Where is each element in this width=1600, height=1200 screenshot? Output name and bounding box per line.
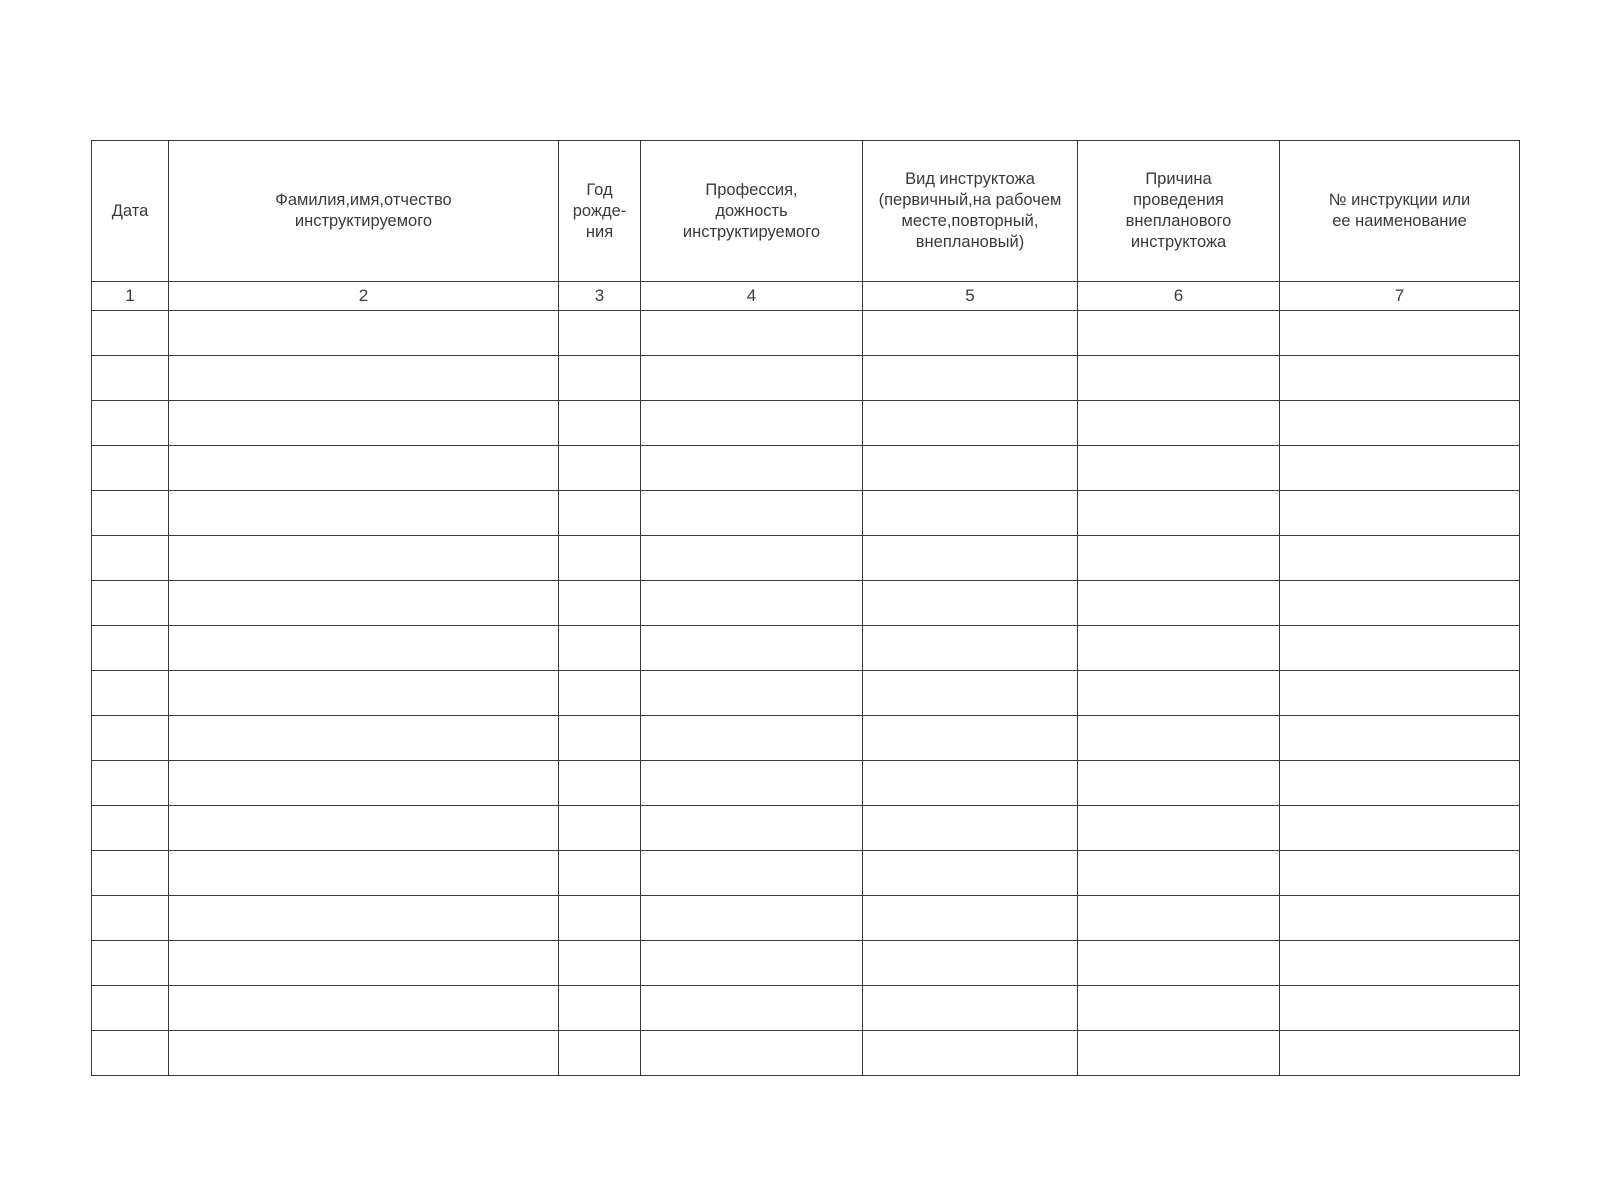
- entry-cell[interactable]: [1280, 851, 1520, 896]
- entry-cell[interactable]: [169, 356, 559, 401]
- table-row: [92, 896, 1520, 941]
- table-row: [92, 716, 1520, 761]
- entry-cell[interactable]: [641, 851, 863, 896]
- entry-cell[interactable]: [169, 806, 559, 851]
- entry-cell[interactable]: [1078, 401, 1280, 446]
- entry-cell[interactable]: [641, 896, 863, 941]
- entry-cell[interactable]: [169, 986, 559, 1031]
- entry-cell[interactable]: [1078, 941, 1280, 986]
- table-row: [92, 761, 1520, 806]
- entry-cell[interactable]: [641, 941, 863, 986]
- entry-cell[interactable]: [169, 1031, 559, 1076]
- entry-cell[interactable]: [559, 626, 641, 671]
- entry-cell[interactable]: [863, 311, 1078, 356]
- entry-cell[interactable]: [863, 401, 1078, 446]
- entry-cell[interactable]: [641, 581, 863, 626]
- entry-cell[interactable]: [1280, 941, 1520, 986]
- entry-cell[interactable]: [1280, 626, 1520, 671]
- entry-cell[interactable]: [559, 986, 641, 1031]
- entry-cell[interactable]: [863, 356, 1078, 401]
- entry-cell[interactable]: [559, 896, 641, 941]
- entry-cell[interactable]: [863, 491, 1078, 536]
- entry-cell[interactable]: [1078, 716, 1280, 761]
- column-number: 3: [559, 282, 641, 311]
- entry-cell[interactable]: [863, 671, 1078, 716]
- entry-cell[interactable]: [863, 446, 1078, 491]
- entry-cell[interactable]: [169, 311, 559, 356]
- column-header-instruction-number: № инструкции или ее наименование: [1280, 141, 1520, 282]
- entry-cell[interactable]: [1280, 716, 1520, 761]
- entry-cell[interactable]: [863, 536, 1078, 581]
- column-number: 4: [641, 282, 863, 311]
- column-number: 2: [169, 282, 559, 311]
- entry-cell[interactable]: [641, 761, 863, 806]
- entry-cell[interactable]: [92, 896, 169, 941]
- entry-cell[interactable]: [559, 446, 641, 491]
- entry-cell[interactable]: [1078, 446, 1280, 491]
- entry-cell[interactable]: [559, 941, 641, 986]
- entry-cell[interactable]: [559, 716, 641, 761]
- entry-cell[interactable]: [641, 716, 863, 761]
- instruction-journal-page: [91, 140, 1519, 1076]
- entry-cell[interactable]: [169, 491, 559, 536]
- column-header-birth-year: Год рожде- ния: [559, 141, 641, 282]
- entry-cell[interactable]: [1280, 311, 1520, 356]
- entry-cell[interactable]: [1078, 896, 1280, 941]
- entry-cell[interactable]: [559, 311, 641, 356]
- table-row: [92, 806, 1520, 851]
- table-row: [92, 401, 1520, 446]
- entry-cell[interactable]: [641, 311, 863, 356]
- entry-cell[interactable]: [1078, 626, 1280, 671]
- entry-cell[interactable]: [1078, 986, 1280, 1031]
- table-row: [92, 851, 1520, 896]
- instruction-journal-table: [91, 140, 1520, 1076]
- entry-cell[interactable]: [1280, 806, 1520, 851]
- entry-cell[interactable]: [863, 941, 1078, 986]
- column-number-row: [92, 282, 1520, 311]
- entry-cell[interactable]: [641, 401, 863, 446]
- entry-cell[interactable]: [559, 1031, 641, 1076]
- entry-cell[interactable]: [92, 401, 169, 446]
- entry-cell[interactable]: [92, 761, 169, 806]
- entry-cell[interactable]: [559, 671, 641, 716]
- entry-cell[interactable]: [92, 356, 169, 401]
- entry-cell[interactable]: [641, 446, 863, 491]
- entry-cell[interactable]: [641, 806, 863, 851]
- entry-cell[interactable]: [559, 761, 641, 806]
- entry-cell[interactable]: [169, 536, 559, 581]
- entry-cell[interactable]: [1078, 806, 1280, 851]
- header-row: [92, 141, 1520, 282]
- entry-cell[interactable]: [92, 491, 169, 536]
- column-number: 7: [1280, 282, 1520, 311]
- table-row: [92, 941, 1520, 986]
- entry-cell[interactable]: [559, 491, 641, 536]
- entry-cell[interactable]: [1280, 491, 1520, 536]
- entry-cell[interactable]: [169, 581, 559, 626]
- table-row: [92, 986, 1520, 1031]
- entry-cell[interactable]: [863, 986, 1078, 1031]
- column-number: 5: [863, 282, 1078, 311]
- entry-cell[interactable]: [169, 941, 559, 986]
- entry-cell[interactable]: [863, 1031, 1078, 1076]
- entry-cell[interactable]: [92, 536, 169, 581]
- journal-entries: [92, 311, 1520, 1076]
- entry-cell[interactable]: [92, 806, 169, 851]
- entry-cell[interactable]: [169, 896, 559, 941]
- entry-cell[interactable]: [641, 536, 863, 581]
- entry-cell[interactable]: [1078, 581, 1280, 626]
- entry-cell[interactable]: [863, 581, 1078, 626]
- entry-cell[interactable]: [1280, 401, 1520, 446]
- entry-cell[interactable]: [559, 806, 641, 851]
- entry-cell[interactable]: [863, 896, 1078, 941]
- column-number: 6: [1078, 282, 1280, 311]
- entry-cell[interactable]: [641, 491, 863, 536]
- entry-cell[interactable]: [559, 536, 641, 581]
- table-row: [92, 356, 1520, 401]
- entry-cell[interactable]: [1078, 761, 1280, 806]
- entry-cell[interactable]: [863, 716, 1078, 761]
- entry-cell[interactable]: [169, 851, 559, 896]
- entry-cell[interactable]: [1280, 536, 1520, 581]
- entry-cell[interactable]: [92, 941, 169, 986]
- entry-cell[interactable]: [1280, 761, 1520, 806]
- column-header-full-name: Фамилия,имя,отчество инструктируемого: [169, 141, 559, 282]
- entry-cell[interactable]: [863, 851, 1078, 896]
- entry-cell[interactable]: [1078, 536, 1280, 581]
- table-row: [92, 536, 1520, 581]
- entry-cell[interactable]: [1280, 446, 1520, 491]
- entry-cell[interactable]: [169, 761, 559, 806]
- table-row: [92, 581, 1520, 626]
- entry-cell[interactable]: [559, 356, 641, 401]
- entry-cell[interactable]: [641, 626, 863, 671]
- entry-cell[interactable]: [92, 446, 169, 491]
- table-row: [92, 491, 1520, 536]
- entry-cell[interactable]: [1078, 311, 1280, 356]
- table-row: [92, 311, 1520, 356]
- entry-cell[interactable]: [92, 986, 169, 1031]
- table-row: [92, 626, 1520, 671]
- entry-cell[interactable]: [92, 671, 169, 716]
- entry-cell[interactable]: [1280, 1031, 1520, 1076]
- entry-cell[interactable]: [1280, 671, 1520, 716]
- entry-cell[interactable]: [863, 626, 1078, 671]
- table-row: [92, 671, 1520, 716]
- column-header-date: Дата: [92, 141, 169, 282]
- entry-cell[interactable]: [92, 1031, 169, 1076]
- entry-cell[interactable]: [92, 581, 169, 626]
- entry-cell[interactable]: [1078, 1031, 1280, 1076]
- entry-cell[interactable]: [92, 716, 169, 761]
- entry-cell[interactable]: [641, 671, 863, 716]
- entry-cell[interactable]: [641, 356, 863, 401]
- entry-cell[interactable]: [92, 626, 169, 671]
- entry-cell[interactable]: [1280, 986, 1520, 1031]
- entry-cell[interactable]: [1078, 851, 1280, 896]
- table-row: [92, 1031, 1520, 1076]
- entry-cell[interactable]: [92, 851, 169, 896]
- entry-cell[interactable]: [559, 851, 641, 896]
- entry-cell[interactable]: [559, 581, 641, 626]
- entry-cell[interactable]: [169, 446, 559, 491]
- entry-cell[interactable]: [169, 671, 559, 716]
- entry-cell[interactable]: [641, 1031, 863, 1076]
- entry-cell[interactable]: [169, 626, 559, 671]
- entry-cell[interactable]: [1078, 491, 1280, 536]
- entry-cell[interactable]: [1078, 671, 1280, 716]
- entry-cell[interactable]: [1280, 896, 1520, 941]
- entry-cell[interactable]: [641, 986, 863, 1031]
- entry-cell[interactable]: [169, 401, 559, 446]
- entry-cell[interactable]: [559, 401, 641, 446]
- entry-cell[interactable]: [169, 716, 559, 761]
- column-header-unscheduled-reason: Причина проведения внепланового инструктожа: [1078, 141, 1280, 282]
- column-number: 1: [92, 282, 169, 311]
- entry-cell[interactable]: [1280, 581, 1520, 626]
- entry-cell[interactable]: [92, 311, 169, 356]
- column-header-briefing-type: Вид инструктожа (первичный,на рабочем месте,повторный, внеплановый): [863, 141, 1078, 282]
- entry-cell[interactable]: [863, 761, 1078, 806]
- table-row: [92, 446, 1520, 491]
- entry-cell[interactable]: [863, 806, 1078, 851]
- entry-cell[interactable]: [1280, 356, 1520, 401]
- entry-cell[interactable]: [1078, 356, 1280, 401]
- column-header-profession: Профессия, дожность инструктируемого: [641, 141, 863, 282]
